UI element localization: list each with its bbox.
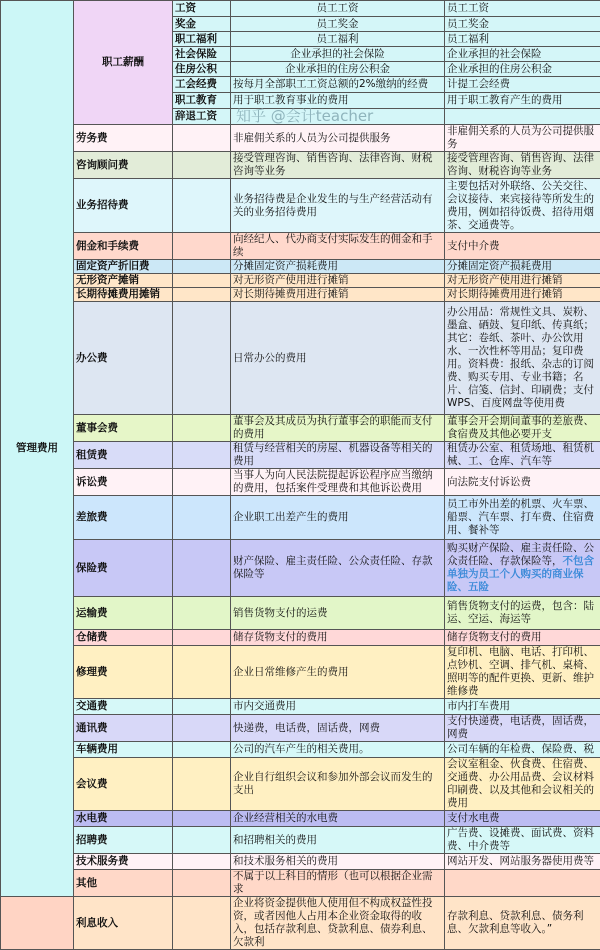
table-row [1, 827, 600, 854]
table-row [1, 646, 600, 699]
watermark: 知乎 @会计teacher [236, 108, 373, 124]
detail-text: 网站开发、网站服务器使用费等 [447, 855, 594, 867]
expense-name: 长期待摊费用摊销 [74, 288, 173, 302]
expense-name: 技术服务费 [74, 854, 173, 870]
table-row [1, 870, 600, 897]
detail-text: 向法院支付诉讼费 [447, 476, 531, 488]
table-row [1, 742, 600, 758]
expense-name: 佣金和手续费 [74, 233, 173, 260]
expense-name: 固定资产折旧费 [74, 260, 173, 274]
expense-name: 办公费 [74, 302, 173, 415]
expense-name: 咨询顾问费 [74, 152, 173, 179]
expense-desc: 不属于以上科目的情形（也可以根据企业需求 [231, 870, 445, 897]
detail-text: 董事会开会期间董事的差旅费、食宿费及其他必要开支 [447, 415, 594, 440]
table-row [1, 260, 600, 274]
detail-text: 接受管理咨询、销售咨询、法律咨询、财税咨询等业务 [447, 152, 594, 177]
expense-detail [445, 288, 600, 302]
expense-name: 通讯费 [74, 715, 173, 742]
detail-text: 员工市外出差的机票、火车票、船票、汽车票、打车费、住宿费用、餐补等 [447, 498, 594, 536]
table-row [1, 715, 600, 742]
salary-item-name: 奖金 [173, 17, 231, 32]
empty-cell [173, 870, 231, 897]
expense-name: 交通费 [74, 699, 173, 715]
empty-cell [173, 630, 231, 646]
salary-item-desc [231, 109, 445, 125]
empty-cell [173, 233, 231, 260]
table-row [1, 179, 600, 233]
salary-item-name: 工资 [173, 1, 231, 17]
expense-desc: 市内交通费用 [231, 699, 445, 715]
salary-item-desc: 员工奖金 [231, 17, 445, 32]
expense-desc: 和招聘相关的费用 [231, 827, 445, 854]
expense-detail [445, 597, 600, 630]
expense-name: 仓储费 [74, 630, 173, 646]
empty-cell [173, 758, 231, 811]
expense-detail [445, 540, 600, 597]
table-row [1, 302, 600, 415]
expense-detail [445, 469, 600, 496]
expense-detail [445, 699, 600, 715]
salary-item-name: 职工福利 [173, 32, 231, 47]
category-cell: 管理费用 [1, 1, 74, 897]
expense-desc: 和技术服务相关的费用 [231, 854, 445, 870]
detail-text: 办公用品：常规性文具、炭粉、墨盒、硒鼓、复印纸、传真纸；其它：卷纸、茶叶、办公饮用水、一次性杯等用品；复印费用。资料费：报纸、杂志的订阅费、购买专用、专业书籍；名片、信笺、信封、印刷费；支付WPS、百度网盘等使用费 [447, 306, 594, 409]
expense-detail [445, 811, 600, 827]
table-row [1, 152, 600, 179]
expense-name: 利息收入 [74, 897, 173, 950]
expense-detail [445, 125, 600, 152]
salary-item-detail: 员工工资 [445, 1, 600, 17]
expense-desc: 企业自行组织会议和参加外部会议而发生的支出 [231, 758, 445, 811]
salary-item-detail: 企业承担的社会保险 [445, 47, 600, 62]
salary-category-cell: 职工薪酬 [74, 1, 173, 125]
expense-name: 差旅费 [74, 496, 173, 540]
expense-name: 运输费 [74, 597, 173, 630]
expense-detail [445, 415, 600, 442]
expense-detail [445, 442, 600, 469]
expense-desc: 向经纪人、代办商支付实际发生的佣金和手续 [231, 233, 445, 260]
expense-detail [445, 496, 600, 540]
detail-text: 支付快递费，电话费，固话费，网费 [447, 715, 594, 740]
expense-name: 招聘费 [74, 827, 173, 854]
expense-desc: 当事人为向人民法院提起诉讼程序应当缴纳的费用，包括案件受理费和其他诉讼费用 [231, 469, 445, 496]
expense-detail [445, 715, 600, 742]
empty-cell [173, 597, 231, 630]
salary-item-name: 工会经费 [173, 77, 231, 93]
detail-text: 租赁办公室、租赁场地、租赁机械、工、仓库、汽车等 [447, 442, 594, 467]
empty-cell [173, 469, 231, 496]
detail-text: 主要包括对外联络、公关交往、会议接待、来宾接待等所发生的费用，例如招待饭费、招待用烟茶、交通费等。 [447, 180, 594, 231]
expense-name: 无形资产摊销 [74, 274, 173, 288]
salary-item-desc: 企业承担的住房公积金 [231, 62, 445, 77]
expense-name: 业务招待费 [74, 179, 173, 233]
empty-cell [173, 125, 231, 152]
expense-name: 车辆费用 [74, 742, 173, 758]
expense-detail [445, 646, 600, 699]
table-row [1, 415, 600, 442]
table-row [1, 758, 600, 811]
expense-desc: 企业经营相关的水电费 [231, 811, 445, 827]
table-row [1, 496, 600, 540]
empty-cell [173, 288, 231, 302]
empty-cell [173, 715, 231, 742]
detail-text: 储存货物支付的费用 [447, 631, 542, 643]
salary-item-detail: 员工奖金 [445, 17, 600, 32]
expense-desc: 对长期待摊费用进行摊销 [231, 288, 445, 302]
salary-item-detail: 用于职工教育产生的费用 [445, 93, 600, 109]
detail-text: 分摊固定资产损耗费用 [447, 260, 552, 272]
expense-detail [445, 233, 600, 260]
expense-desc: 公司的汽车产生的相关费用。 [231, 742, 445, 758]
expense-desc: 快递费，电话费，固话费，网费 [231, 715, 445, 742]
empty-cell [173, 699, 231, 715]
salary-item-desc: 用于职工教育事业的费用 [231, 93, 445, 109]
detail-text: 支付中介费 [447, 240, 500, 252]
table-row [1, 699, 600, 715]
salary-item-desc: 员工福利 [231, 32, 445, 47]
empty-cell [173, 260, 231, 274]
salary-item-detail [445, 109, 600, 125]
table-row [1, 540, 600, 597]
empty-cell [173, 415, 231, 442]
empty-cell [173, 442, 231, 469]
expense-detail [445, 827, 600, 854]
expense-desc: 企业将资金提供他人使用但不构成权益性投资，或者因他人占用本企业资金取得的收入，包括存款利息、贷款利息、债券利息、欠款利 [231, 897, 445, 950]
salary-item-detail: 计提工会经费 [445, 77, 600, 93]
detail-text: 支付水电费 [447, 812, 500, 824]
empty-cell [173, 854, 231, 870]
table-row [1, 897, 600, 950]
table-row [1, 811, 600, 827]
detail-text: 购买财产保险、雇主责任险、公众责任险、存款保险等， [447, 542, 594, 567]
empty-cell [173, 302, 231, 415]
expense-detail [445, 179, 600, 233]
expense-name: 修理费 [74, 646, 173, 699]
detail-text: 对无形资产使用进行摊销 [447, 274, 563, 286]
expense-name: 董事会费 [74, 415, 173, 442]
bottom-category-cell [1, 897, 74, 950]
expense-detail [445, 742, 600, 758]
detail-text: 非雇佣关系的人员为公司提供服务 [447, 125, 594, 150]
expense-name: 保险费 [74, 540, 173, 597]
expense-name: 水电费 [74, 811, 173, 827]
expense-desc: 业务招待费是企业发生的与生产经营活动有关的业务招待费用 [231, 179, 445, 233]
expense-desc: 非雇佣关系的人员为公司提供服务 [231, 125, 445, 152]
expense-name: 诉讼费 [74, 469, 173, 496]
expense-name: 会议费 [74, 758, 173, 811]
empty-cell [173, 811, 231, 827]
detail-text: 会议室租金、伙食费、住宿费、交通费、办公用品费、会议材料印刷费、以及其他和会议相关的费用 [447, 758, 594, 809]
expense-desc: 分摊固定资产损耗费用 [231, 260, 445, 274]
empty-cell [173, 496, 231, 540]
salary-item-desc: 按每月全部职工工资总额的2%缴纳的经费 [231, 77, 445, 93]
table-row [1, 597, 600, 630]
expense-detail [445, 630, 600, 646]
salary-item-name: 辞退工资 [173, 109, 231, 125]
table-row [1, 442, 600, 469]
expense-desc: 日常办公的费用 [231, 302, 445, 415]
empty-cell [173, 540, 231, 597]
expense-desc: 企业职工出差产生的费用 [231, 496, 445, 540]
empty-cell [173, 827, 231, 854]
expense-desc: 对无形资产使用进行摊销 [231, 274, 445, 288]
expense-detail [445, 274, 600, 288]
expense-name: 其他 [74, 870, 173, 897]
empty-cell [173, 152, 231, 179]
expense-name: 劳务费 [74, 125, 173, 152]
empty-cell [173, 179, 231, 233]
expense-detail [445, 302, 600, 415]
expense-detail [445, 854, 600, 870]
detail-text: 存款利息、贷款利息、债务利息、欠款利息等收入。” [447, 910, 584, 935]
empty-cell [173, 897, 231, 950]
empty-cell [173, 646, 231, 699]
empty-cell [173, 274, 231, 288]
expense-name: 租赁费 [74, 442, 173, 469]
detail-text: 市内打车费用 [447, 700, 510, 712]
expense-desc: 储存货物支付的费用 [231, 630, 445, 646]
salary-item-desc: 员工工资 [231, 1, 445, 17]
expense-detail [445, 897, 600, 950]
expense-detail [445, 152, 600, 179]
detail-text: 复印机、电脑、电话、打印机、点钞机、空调、排气机、桌椅、照明等的配件更换、更新、维护维修费 [447, 646, 594, 697]
detail-text: 广告费、设摊费、面试费、资料费、中介费等 [447, 827, 594, 852]
detail-highlight: 不包含单独为员工个人购买的商业保险、五险 [447, 555, 594, 593]
table-row [1, 854, 600, 870]
table-row [1, 630, 600, 646]
table-row [1, 288, 600, 302]
expense-detail [445, 758, 600, 811]
empty-cell [173, 742, 231, 758]
table-row [1, 233, 600, 260]
expense-detail [445, 260, 600, 274]
expense-desc: 企业日常维修产生的费用 [231, 646, 445, 699]
table-row [1, 125, 600, 152]
expense-desc: 接受管理咨询、销售咨询、法律咨询、财税咨询等业务 [231, 152, 445, 179]
expense-desc: 销售货物支付的运费 [231, 597, 445, 630]
salary-item-detail: 员工福利 [445, 32, 600, 47]
salary-item-name: 住房公积 [173, 62, 231, 77]
table-row [1, 469, 600, 496]
expense-desc: 董事会及其成员为执行董事会的职能而支付的费用 [231, 415, 445, 442]
expense-desc: 财产保险、雇主责任险、公众责任险、存款保险等 [231, 540, 445, 597]
expense-desc: 租赁与经营相关的房屋、机器设备等相关的费用 [231, 442, 445, 469]
salary-item-desc: 企业承担的社会保险 [231, 47, 445, 62]
detail-text: 公司车辆的年检费、保险费、税 [447, 743, 594, 755]
detail-text: 对长期待摊费用进行摊销 [447, 288, 563, 300]
salary-item-detail: 企业承担的住房公积金 [445, 62, 600, 77]
table-row [1, 274, 600, 288]
table-row [1, 1, 600, 17]
detail-text: 销售货物支付的运费，包含：陆运、空运、海运等 [447, 600, 594, 625]
salary-item-name: 社会保险 [173, 47, 231, 62]
salary-item-name: 职工教育 [173, 93, 231, 109]
expense-detail [445, 870, 600, 897]
